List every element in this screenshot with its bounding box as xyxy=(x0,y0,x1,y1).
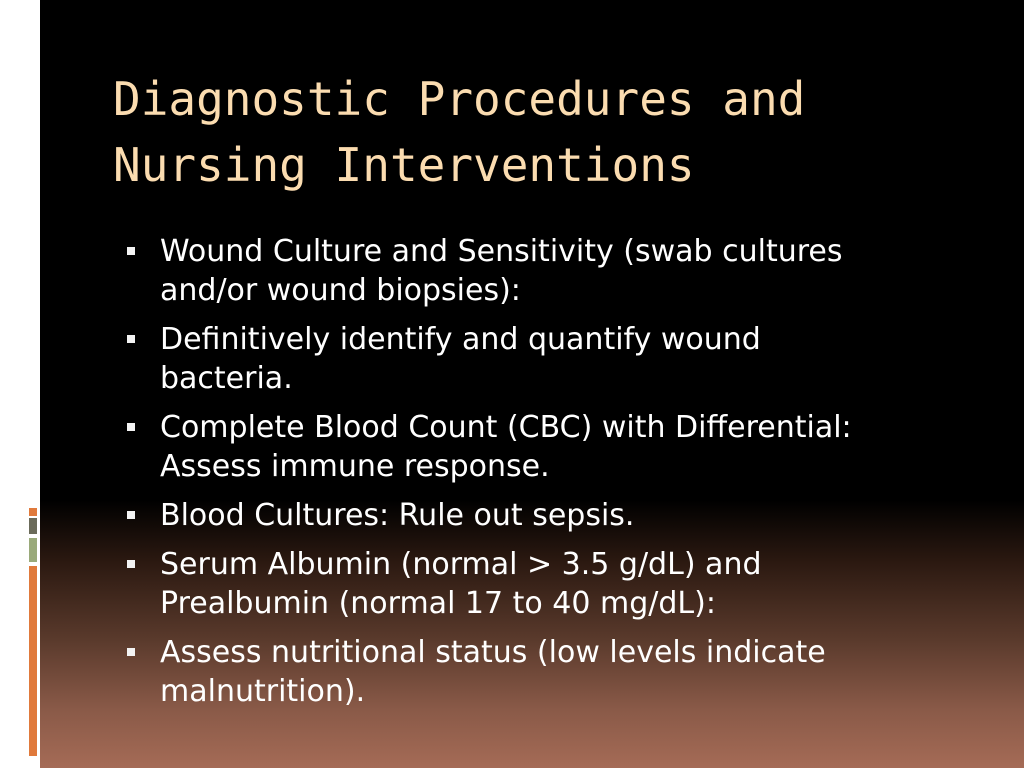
bullet-text xyxy=(160,496,962,535)
square-bullet-icon xyxy=(127,560,135,568)
bullet-text-line: Prealbumin (normal 17 to 40 mg/dL): xyxy=(160,586,716,621)
bullet-text-line: Definitively identify and quantify wound xyxy=(160,322,761,357)
bullet-text xyxy=(160,633,962,711)
bullet-text-line: Blood Cultures: Rule out sepsis. xyxy=(160,498,635,533)
bullet-text-line: Serum Albumin (normal > 3.5 g/dL) and xyxy=(160,547,762,582)
square-bullet-icon xyxy=(127,648,135,656)
bullet-text-line: Wound Culture and Sensitivity (swab cultures xyxy=(160,234,843,269)
bullet-text xyxy=(160,232,962,310)
bullet-text-line: and/or wound biopsies): xyxy=(160,273,521,308)
bullet-text-line: Assess immune response. xyxy=(160,449,550,484)
bullet-item xyxy=(122,320,962,398)
square-bullet-icon xyxy=(127,247,135,255)
bullet-text-line: Assess nutritional status (low levels indicate xyxy=(160,635,826,670)
bullet-text xyxy=(160,408,962,486)
bullet-text xyxy=(160,545,962,623)
accent-bar-olive xyxy=(29,538,37,562)
slide-title xyxy=(113,66,993,198)
square-bullet-icon xyxy=(127,423,135,431)
bullet-item xyxy=(122,232,962,310)
bullet-text-line: Complete Blood Count (CBC) with Differential: xyxy=(160,410,852,445)
bullet-text-line: bacteria. xyxy=(160,361,293,396)
bullet-text xyxy=(160,320,962,398)
accent-bar-gray xyxy=(29,518,37,534)
bullet-text-line: malnutrition). xyxy=(160,674,366,709)
bullet-item xyxy=(122,408,962,486)
slide-title-line: Nursing Interventions xyxy=(113,138,695,192)
accent-bar-orange-long xyxy=(29,566,37,756)
bullet-list xyxy=(122,232,962,721)
accent-bar-orange-small xyxy=(29,508,37,516)
square-bullet-icon xyxy=(127,335,135,343)
bullet-item xyxy=(122,496,962,535)
slide-title-line: Diagnostic Procedures and xyxy=(113,72,806,126)
square-bullet-icon xyxy=(127,511,135,519)
bullet-item xyxy=(122,545,962,623)
bullet-item xyxy=(122,633,962,711)
